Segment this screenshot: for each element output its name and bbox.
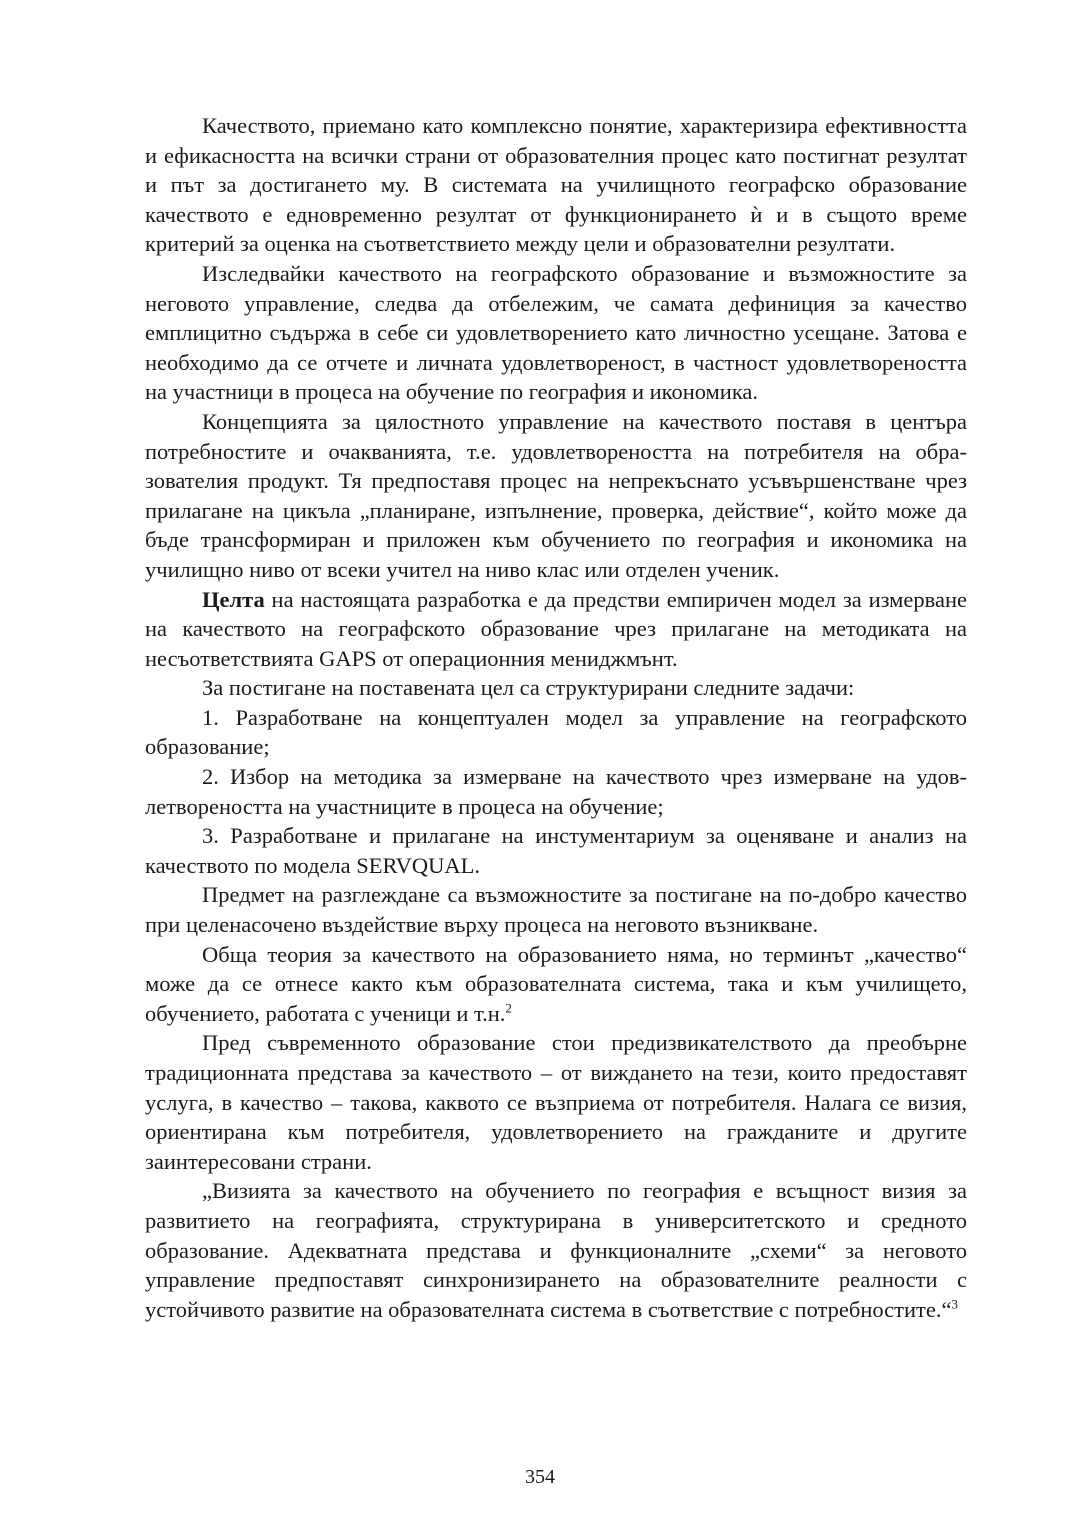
task-item-2: 2. Избор на методика за измерване на качеството чрез измерване на удовлетвореността на участниците в процеса на обучение; bbox=[145, 764, 967, 819]
footnote-ref-3: 3 bbox=[951, 1296, 958, 1312]
page-body bbox=[145, 111, 967, 1324]
paragraph-challenge: Пред съвременното образование стои предизвикателството да преобърне традиционната представа за качеството – от виждането на тези, които предоставят услуга, в качество – такова, каквото се възприема от потребителя. Налага се визия, ориентирана към потребителя, удовлетворението на гражданите и другите заинтересовани страни. bbox=[145, 1030, 967, 1174]
paragraph-subject: Предмет на разглеждане са възможностите за постигане на по-добро качество при целенасочено въздействие върху процеса на неговото възникване. bbox=[145, 882, 967, 938]
paragraph-total-quality-management: Концепцията за цялостното управление на качеството поставя в центъра потребностите и очакванията, т.е. удовлетвореността на потребителя на образователия продукт. Тя предпоставя процес на непрекъснато усъвършенстване чрез прилагане на цикъла „планиране, изпълнение, проверка, действие“, който може да бъде трансформиран и приложен към обучението по география и икономика на училищно ниво от всеки учител на ниво клас или отделен ученик. bbox=[145, 408, 967, 582]
quote-text: „Визията за качеството на обучението по география е всъщност визия за развитието на географията, структурирана в университетското и средното образование. Адекватната представа и функционалните „схеми“ за неговото управление предпоставят синхронизирането на образователните реалности с устойчивото развитие на образователната система в съответствие с потребностите.“ bbox=[145, 1178, 967, 1322]
paragraph-tasks-intro: За постигане на поставената цел са структурирани следните задачи: bbox=[202, 675, 855, 701]
paragraph-quality-satisfaction: Изследвайки качеството на географското образование и възможностите за неговото управление, следва да отбележим, че самата дефиниция за качество емплицитно съдържа в себе си удовлетворението като личностно усещане. Затова е необходимо да се отчете и личната удовлетвореност, в частност удовлетвореността на участници в процеса на обучение по география и икономика. bbox=[145, 260, 967, 405]
task-item-3: 3. Разработване и прилагане на инстументариум за оценяване и анализ на качеството по модела SERVQUAL. bbox=[145, 823, 967, 878]
footnote-ref-2: 2 bbox=[505, 1000, 512, 1016]
paragraph-quality-definition: Качеството, приемано като комплексно понятие, характеризира ефективността и ефикасността на всички страни от образователния процес като постигнат резултат и път за достигането му. В системата на училищното географско образование качеството е едновременно резултат от функционирането ѝ и в същото време критерий за оценка на съответствието между цели и образователни резултати. bbox=[145, 113, 967, 257]
page-number: 354 bbox=[525, 1466, 555, 1488]
theory-text: Обща теория за качеството на образованието няма, но терминът „качество“ може да се отнесе както към образователната система, така и към училището, обучението, работата с ученици и т.н. bbox=[145, 941, 967, 1026]
paragraph-quote bbox=[145, 1176, 967, 1324]
paragraph-theory bbox=[145, 940, 967, 1029]
task-item-1: 1. Разработване на концептуален модел за управление на географското образование; bbox=[145, 704, 967, 760]
goal-bold-term: Целта bbox=[202, 586, 265, 612]
goal-text: на настоящата разработка е да предстви емпиричен модел за измерване на качеството на географското образование чрез прилагане на методиката на несъответствията GAPS от операционния мениджмънт. bbox=[145, 586, 967, 671]
paragraph-goal bbox=[145, 585, 967, 674]
